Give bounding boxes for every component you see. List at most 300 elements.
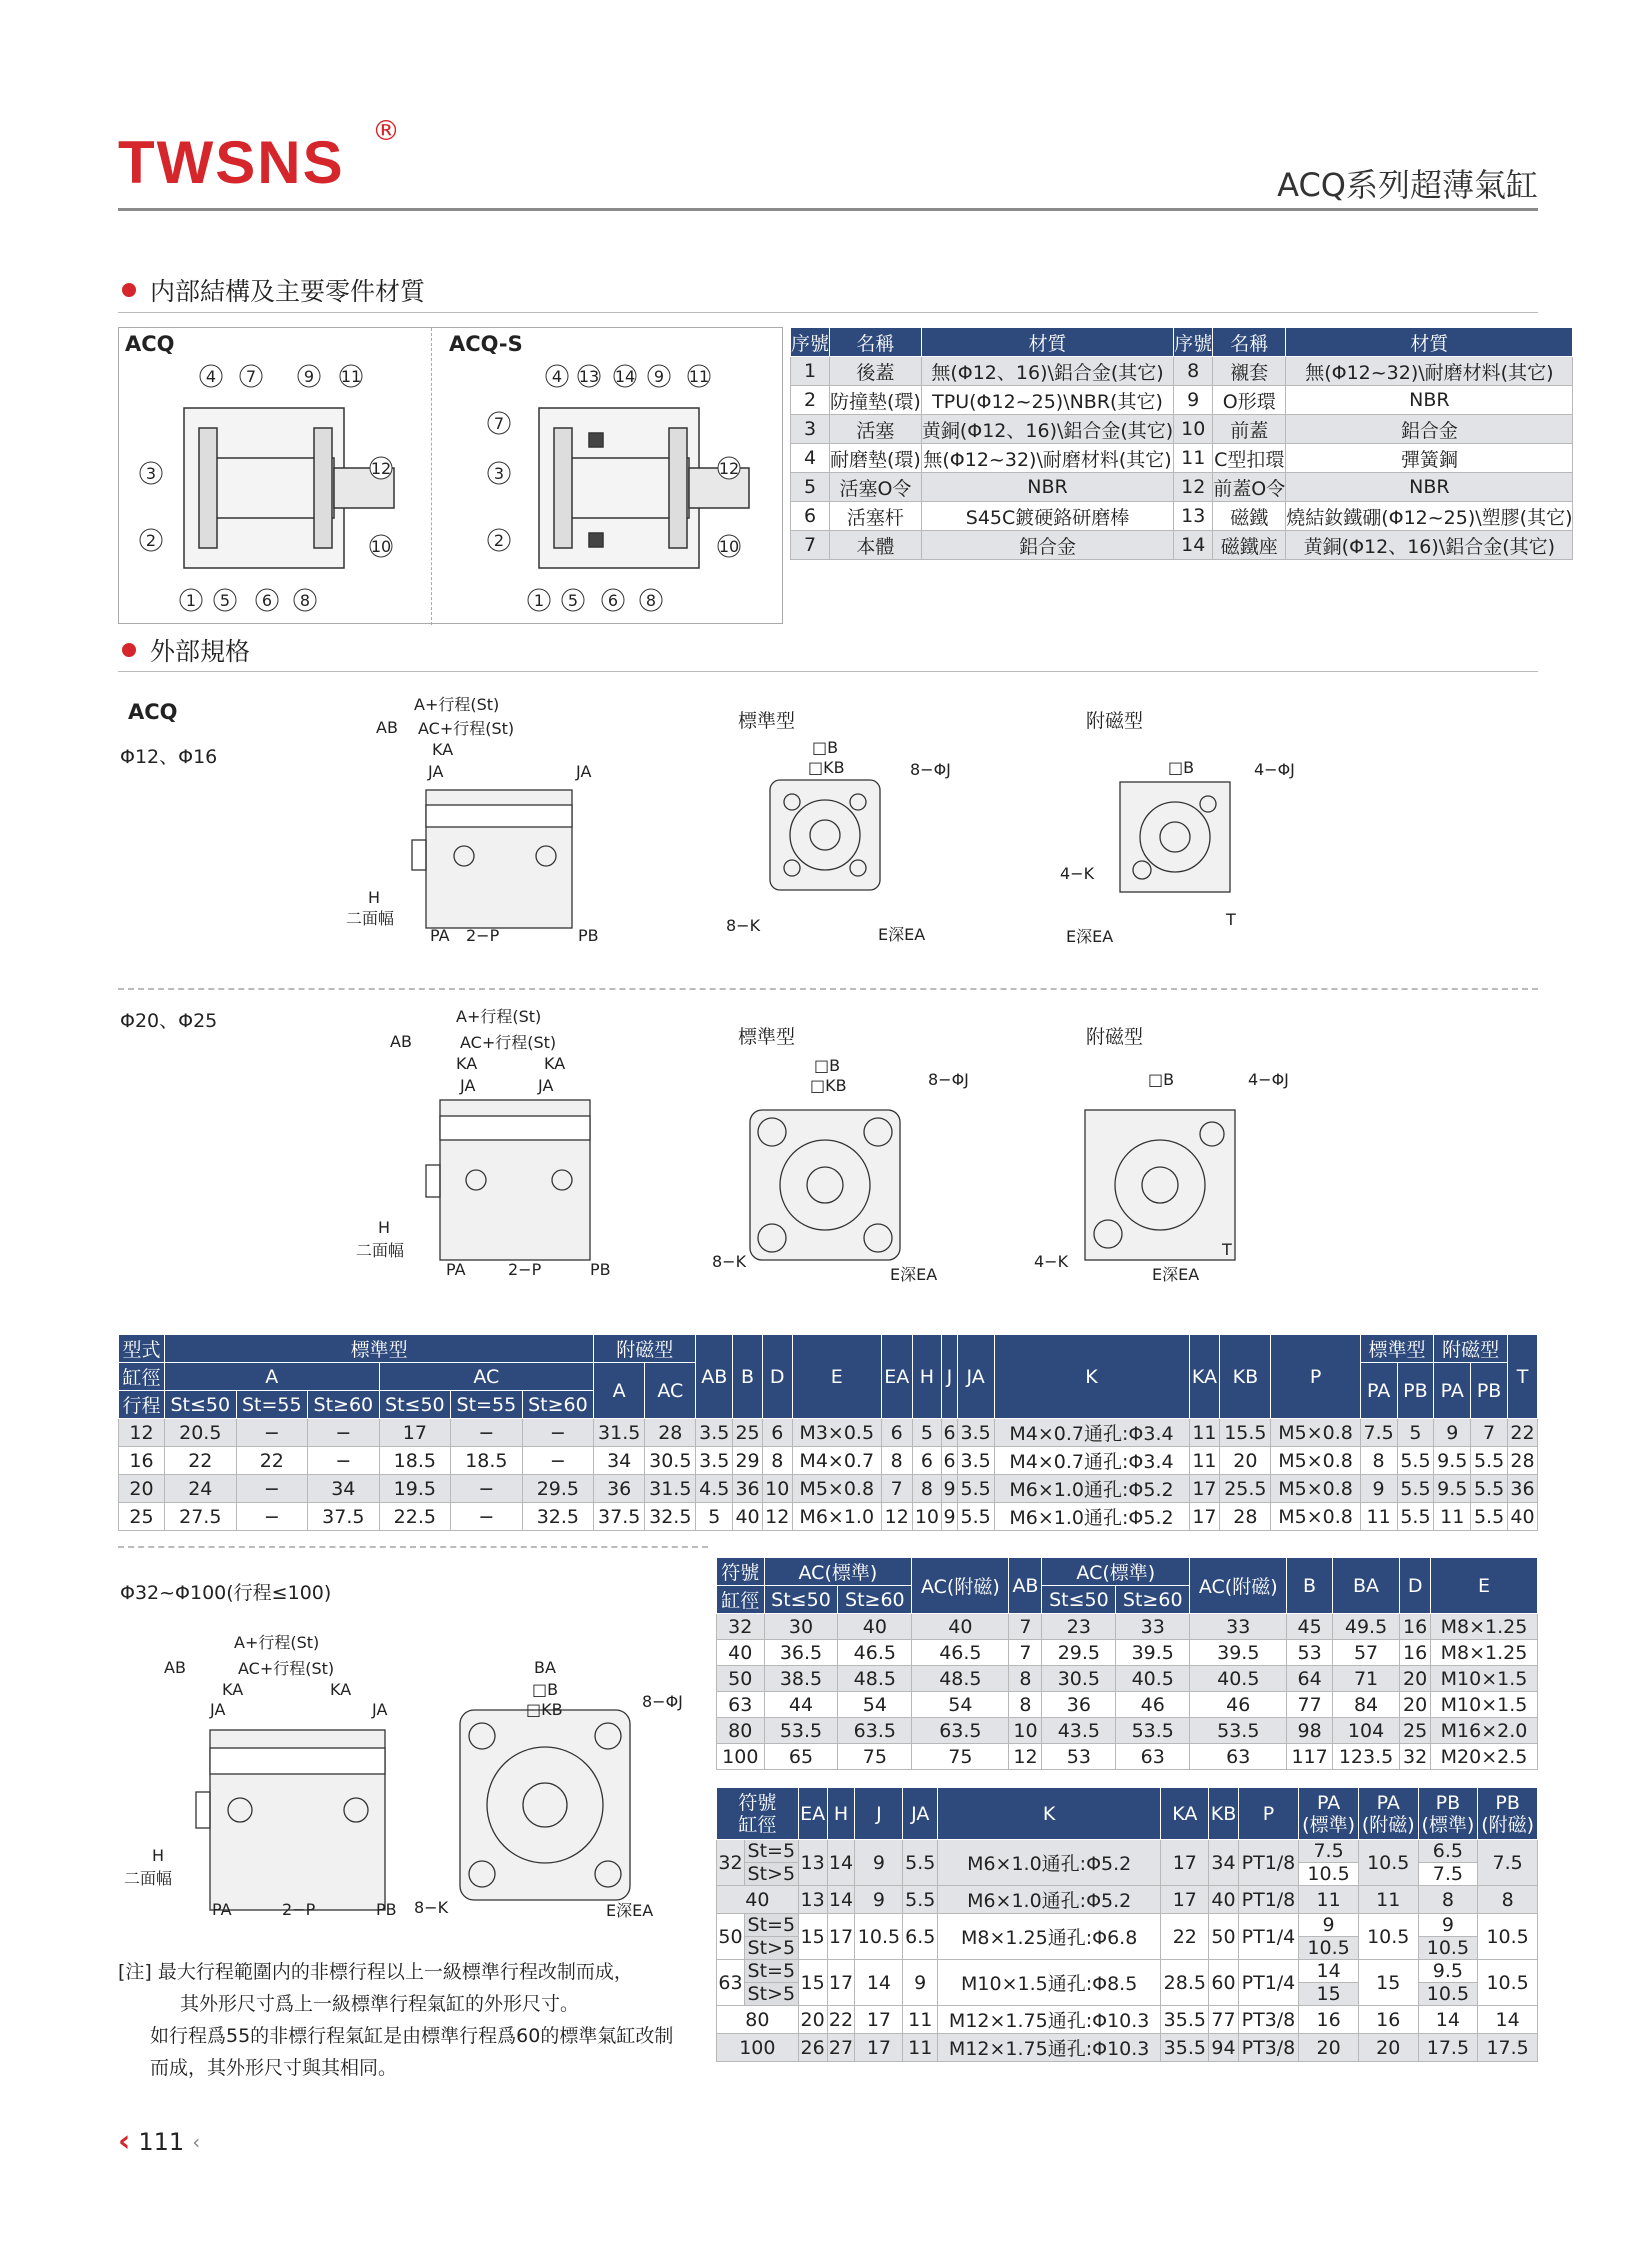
- table-cell: 53.5: [1190, 1718, 1287, 1744]
- col-header: D: [762, 1335, 792, 1419]
- col-header: PB (附磁): [1478, 1788, 1538, 1840]
- svg-text:2: 2: [493, 531, 505, 550]
- col-header: St≤50: [165, 1391, 237, 1419]
- svg-text:8: 8: [645, 591, 657, 610]
- table-cell: 鋁合金: [921, 531, 1173, 560]
- table-cell: 3.5: [957, 1447, 994, 1475]
- svg-text:11: 11: [340, 367, 362, 386]
- table-cell: 19.5: [379, 1475, 451, 1503]
- note-line: 而成，其外形尺寸與其相同。: [150, 2057, 398, 2079]
- table-cell: PT1/4: [1238, 1960, 1299, 2006]
- table-cell: PT1/8: [1238, 1840, 1299, 1886]
- table-cell: 11: [1174, 444, 1213, 473]
- section-external-specs: [122, 632, 250, 668]
- dim-pb: PB: [590, 1260, 611, 1279]
- dim-pa: PA: [446, 1260, 466, 1279]
- table-cell: PT1/4: [1238, 1914, 1299, 1960]
- table-cell: 13: [798, 1886, 827, 1914]
- dimension-table-small-bores: [118, 1334, 1538, 1531]
- table-cell: 54: [838, 1692, 912, 1718]
- table-cell: 16: [119, 1447, 165, 1475]
- table-cell: 37.5: [594, 1503, 645, 1531]
- table-cell: 63.5: [912, 1718, 1009, 1744]
- table-cell: 22.5: [379, 1503, 451, 1531]
- table-row: [717, 1692, 1538, 1718]
- table-cell: 31.5: [594, 1419, 645, 1447]
- table-cell: 3.5: [957, 1419, 994, 1447]
- dim-4k: 4−K: [1034, 1252, 1069, 1271]
- table-cell: 9: [1299, 1914, 1359, 1937]
- table-row: [717, 1718, 1538, 1744]
- col-header: PB (標準): [1418, 1788, 1478, 1840]
- svg-text:11: 11: [688, 367, 710, 386]
- table-cell: 11: [903, 2034, 938, 2062]
- table-cell: 9: [1434, 1419, 1471, 1447]
- table-cell: 5.5: [1397, 1447, 1434, 1475]
- col-header: J: [942, 1335, 957, 1419]
- col-header: St≥60: [1116, 1586, 1190, 1614]
- table-cell: 14: [827, 1840, 855, 1886]
- table-cell: 15: [1299, 1983, 1359, 2006]
- col-header: 材質: [1286, 328, 1573, 357]
- table-cell: 11: [1299, 1886, 1359, 1914]
- table-cell: 46: [1116, 1692, 1190, 1718]
- registered-mark: ®: [372, 114, 400, 147]
- table-row: [791, 357, 1573, 386]
- table-cell: 30.5: [645, 1447, 696, 1475]
- col-header: AC: [645, 1363, 696, 1419]
- table-cell: 40.5: [1116, 1666, 1190, 1692]
- table-cell: 3.5: [696, 1447, 733, 1475]
- table-cell: 12: [119, 1419, 165, 1447]
- table-cell: M10×1.5: [1430, 1692, 1537, 1718]
- table-cell: 22: [1508, 1419, 1538, 1447]
- table-cell: 9: [942, 1475, 957, 1503]
- table-cell: 14: [1299, 1960, 1359, 1983]
- table-cell: 9: [1418, 1914, 1478, 1937]
- table-cell: 46.5: [912, 1640, 1009, 1666]
- table-cell: −: [522, 1447, 594, 1475]
- dim-ea: E深EA: [878, 925, 926, 944]
- dim-8k: 8−K: [726, 916, 761, 935]
- table-row: [717, 1914, 1538, 1937]
- acq-label: ACQ: [125, 332, 175, 356]
- col-header: 型式: [119, 1335, 165, 1363]
- table-cell: 36: [733, 1475, 763, 1503]
- table-cell: 9: [855, 1886, 903, 1914]
- table-cell: 40: [1209, 1886, 1238, 1914]
- table-row: [717, 1666, 1538, 1692]
- dim-8j: 8−ΦJ: [642, 1692, 683, 1711]
- table-cell: 46.5: [838, 1640, 912, 1666]
- dimension-table-large-bores-1: [716, 1557, 1538, 1770]
- table-cell: 11: [1189, 1447, 1220, 1475]
- dim-a-stroke: A+行程(St): [456, 1007, 542, 1026]
- chevron-left-icon: ‹: [118, 2124, 131, 2159]
- table-cell: 25.5: [1220, 1475, 1271, 1503]
- section-rule: [118, 671, 1538, 672]
- table-cell: 29: [733, 1447, 763, 1475]
- dim-two-face: 二面幅: [346, 909, 395, 928]
- dim-ka: KA: [544, 1054, 566, 1073]
- table-cell: S45C鍍硬鉻研磨棒: [921, 502, 1173, 531]
- table-row: [791, 502, 1573, 531]
- table-cell: 75: [912, 1744, 1009, 1770]
- table-cell: 63.5: [838, 1718, 912, 1744]
- table-cell: 14: [1418, 2006, 1478, 2034]
- table-cell: 17.5: [1418, 2034, 1478, 2062]
- table-cell: M20×2.5: [1430, 1744, 1537, 1770]
- table-cell: 5.5: [1471, 1447, 1508, 1475]
- dim-ab: AB: [376, 718, 398, 737]
- table-cell: 60: [1209, 1960, 1238, 2006]
- table-cell: 12: [1174, 473, 1213, 502]
- table-cell: 16: [1358, 2006, 1418, 2034]
- table-cell: −: [451, 1503, 523, 1531]
- svg-text:13: 13: [578, 367, 600, 386]
- table-row: [717, 1886, 1538, 1914]
- table-cell: 10: [1174, 415, 1213, 444]
- table-cell: 32: [717, 1614, 765, 1640]
- table-cell: 36: [1508, 1475, 1538, 1503]
- table-cell: 8: [1418, 1886, 1478, 1914]
- table-cell: M8×1.25: [1430, 1614, 1537, 1640]
- table-cell: 22: [236, 1447, 308, 1475]
- table-cell: 9.5: [1434, 1447, 1471, 1475]
- table-cell: 53.5: [1116, 1718, 1190, 1744]
- dim-two-face: 二面幅: [124, 1869, 173, 1888]
- col-header: St≥60: [308, 1391, 380, 1419]
- table-cell: 20: [1400, 1666, 1431, 1692]
- table-cell: 10.5: [1418, 1937, 1478, 1960]
- brand-logo: TWSNS: [118, 129, 345, 196]
- col-header: St≥60: [838, 1586, 912, 1614]
- table-cell: 17: [827, 1914, 855, 1960]
- dim-8j: 8−ΦJ: [928, 1070, 969, 1089]
- col-header: J: [855, 1788, 903, 1840]
- table-cell: St=5: [744, 1960, 798, 1983]
- table-cell: 5.5: [1471, 1503, 1508, 1531]
- dim-b: □B: [1168, 758, 1195, 777]
- note-line: 其外形尺寸爲上一級標準行程氣缸的外形尺寸。: [180, 1993, 580, 2015]
- table-cell: 11: [1358, 1886, 1418, 1914]
- table-cell: 前蓋O令: [1213, 473, 1286, 502]
- table-cell: 71: [1332, 1666, 1400, 1692]
- col-header: 標準型: [1360, 1335, 1434, 1363]
- dim-a-stroke: A+行程(St): [234, 1633, 320, 1652]
- table-cell: 36: [594, 1475, 645, 1503]
- table-cell: 10.5: [1418, 1983, 1478, 2006]
- table-cell: 磁鐵座: [1213, 531, 1286, 560]
- table-cell: 10: [912, 1503, 942, 1531]
- table-cell: M6×1.0通孔:Φ5.2: [994, 1503, 1189, 1531]
- table-cell: 104: [1332, 1718, 1400, 1744]
- col-header: B: [1287, 1558, 1332, 1614]
- table-cell: M12×1.75通孔:Φ10.3: [938, 2034, 1161, 2062]
- dim-b: □B: [812, 738, 839, 757]
- col-header: AB: [696, 1335, 733, 1419]
- dim-b: □B: [814, 1056, 841, 1075]
- acq-label: ACQ: [128, 700, 178, 724]
- svg-text:1: 1: [185, 591, 197, 610]
- series-title: ACQ系列超薄氣缸: [1277, 166, 1538, 204]
- table-cell: 活塞杆: [830, 502, 922, 531]
- col-header: P: [1238, 1788, 1299, 1840]
- table-cell: 7: [1009, 1640, 1042, 1666]
- table-cell: 29.5: [522, 1475, 594, 1503]
- col-header: AC: [379, 1363, 594, 1391]
- dim-8j: 8−ΦJ: [910, 760, 951, 779]
- col-header: BA: [1332, 1558, 1400, 1614]
- table-cell: 13: [1174, 502, 1213, 531]
- table-cell: NBR: [1286, 386, 1573, 415]
- dim-a-stroke: A+行程(St): [414, 695, 500, 714]
- table-cell: 6: [791, 502, 830, 531]
- table-cell: 53: [1042, 1744, 1116, 1770]
- dim-ab: AB: [164, 1658, 186, 1677]
- acq-s-label: ACQ-S: [449, 332, 523, 356]
- dim-ja: JA: [372, 1700, 388, 1719]
- table-cell: 彈簧鋼: [1286, 444, 1573, 473]
- table-cell: 9.5: [1434, 1475, 1471, 1503]
- table-cell: 9: [1360, 1475, 1397, 1503]
- table-cell: 10.5: [855, 1914, 903, 1960]
- dimension-table-large-bores-2: [716, 1787, 1538, 2062]
- col-header: PA: [1360, 1363, 1397, 1419]
- table-row: [119, 1447, 1538, 1475]
- table-cell: 9: [942, 1503, 957, 1531]
- table-cell: 25: [1400, 1718, 1431, 1744]
- dim-t: T: [1222, 1240, 1232, 1259]
- table-cell: −: [236, 1503, 308, 1531]
- table-cell: 17: [855, 2034, 903, 2062]
- table-cell: 燒結釹鐵硼(Φ12~25)\塑膠(其它): [1286, 502, 1573, 531]
- table-cell: 63: [717, 1960, 745, 2006]
- table-cell: M8×1.25: [1430, 1640, 1537, 1666]
- table-cell: St>5: [744, 1983, 798, 2006]
- svg-text:7: 7: [493, 414, 505, 433]
- table-cell: 7.5: [1478, 1840, 1538, 1886]
- table-cell: 9: [903, 1960, 938, 2006]
- table-cell: 27: [827, 2034, 855, 2062]
- table-cell: M5×0.8: [1271, 1447, 1360, 1475]
- col-header: AC(標準): [764, 1558, 912, 1586]
- dim-h: H: [368, 888, 381, 907]
- section-internal-structure: [122, 272, 425, 308]
- col-header: H: [827, 1788, 855, 1840]
- dim-8k: 8−K: [712, 1252, 747, 1271]
- table-cell: 6.5: [903, 1914, 938, 1960]
- table-cell: −: [451, 1419, 523, 1447]
- table-cell: −: [236, 1419, 308, 1447]
- table-cell: 44: [764, 1692, 838, 1718]
- table-cell: −: [451, 1475, 523, 1503]
- dim-two-face: 二面幅: [356, 1241, 405, 1260]
- svg-text:8: 8: [299, 591, 311, 610]
- table-cell: PT1/8: [1238, 1886, 1299, 1914]
- table-cell: 35.5: [1161, 2006, 1209, 2034]
- std-type-label: 標準型: [738, 710, 796, 732]
- table-cell: 10.5: [1299, 1937, 1359, 1960]
- table-cell: M6×1.0通孔:Φ5.2: [938, 1886, 1161, 1914]
- table-cell: M10×1.5通孔:Φ8.5: [938, 1960, 1161, 2006]
- table-cell: 40: [1508, 1503, 1538, 1531]
- table-cell: 22: [827, 2006, 855, 2034]
- dim-ja: JA: [538, 1076, 554, 1095]
- table-cell: 22: [1161, 1914, 1209, 1960]
- table-cell: 77: [1209, 2006, 1238, 2034]
- col-header: 標準型: [165, 1335, 594, 1363]
- table-cell: 27.5: [165, 1503, 237, 1531]
- table-cell: 6: [881, 1419, 912, 1447]
- table-cell: 38.5: [764, 1666, 838, 1692]
- col-header: 缸徑: [717, 1586, 765, 1614]
- table-cell: 10.5: [1478, 1960, 1538, 2006]
- dim-kb: □KB: [808, 758, 845, 777]
- table-cell: 15: [798, 1914, 827, 1960]
- col-header: 附磁型: [594, 1335, 696, 1363]
- dim-b: □B: [532, 1680, 559, 1699]
- dim-pa: PA: [212, 1900, 232, 1919]
- col-header: 名稱: [830, 328, 922, 357]
- table-cell: 無(Φ12~32)\耐磨材料(其它): [1286, 357, 1573, 386]
- table-cell: 8: [762, 1447, 792, 1475]
- table-cell: 84: [1332, 1692, 1400, 1718]
- col-header: P: [1271, 1335, 1360, 1419]
- table-cell: 75: [838, 1744, 912, 1770]
- table-cell: 9: [855, 1840, 903, 1886]
- table-cell: M4×0.7: [792, 1447, 881, 1475]
- svg-text:12: 12: [370, 459, 392, 478]
- section-title: 内部結構及主要零件材質: [150, 277, 426, 306]
- dim-ac-stroke: AC+行程(St): [418, 719, 515, 738]
- bullet-icon: [122, 643, 136, 657]
- table-cell: 黄銅(Φ12、16)\鋁合金(其它): [1286, 531, 1573, 560]
- col-header: 行程: [119, 1391, 165, 1419]
- table-cell: M4×0.7通孔:Φ3.4: [994, 1447, 1189, 1475]
- col-header: 附磁型: [1434, 1335, 1508, 1363]
- header-rule: [118, 208, 1538, 211]
- table-cell: M5×0.8: [792, 1475, 881, 1503]
- table-cell: 33: [1116, 1614, 1190, 1640]
- table-cell: 5: [1397, 1419, 1434, 1447]
- table-cell: NBR: [1286, 473, 1573, 502]
- table-cell: 6: [942, 1419, 957, 1447]
- table-cell: 43.5: [1042, 1718, 1116, 1744]
- table-cell: 磁鐵: [1213, 502, 1286, 531]
- table-cell: 12: [881, 1503, 912, 1531]
- table-cell: 20: [798, 2006, 827, 2034]
- dim-kb: □KB: [526, 1700, 563, 1719]
- table-cell: 53: [1287, 1640, 1332, 1666]
- table-cell: 7.5: [1360, 1419, 1397, 1447]
- col-header: KA: [1189, 1335, 1220, 1419]
- table-cell: 2: [791, 386, 830, 415]
- table-cell: 48.5: [838, 1666, 912, 1692]
- dim-b: □B: [1148, 1070, 1175, 1089]
- table-cell: 54: [912, 1692, 1009, 1718]
- table-cell: 20: [1400, 1692, 1431, 1718]
- table-cell: 活塞O令: [830, 473, 922, 502]
- table-cell: 8: [912, 1475, 942, 1503]
- dim-ka: KA: [330, 1680, 352, 1699]
- col-header: 符號: [738, 1791, 777, 1814]
- table-cell: 23: [1042, 1614, 1116, 1640]
- table-cell: 耐磨墊(環): [830, 444, 922, 473]
- table-row: [717, 1960, 1538, 1983]
- table-cell: 34: [308, 1475, 380, 1503]
- col-header: H: [912, 1335, 942, 1419]
- col-header: AB: [1009, 1558, 1042, 1614]
- svg-text:6: 6: [607, 591, 619, 610]
- col-header: K: [994, 1335, 1189, 1419]
- svg-text:4: 4: [205, 367, 217, 386]
- dim-ja: JA: [460, 1076, 476, 1095]
- col-header: A: [594, 1363, 645, 1419]
- table-cell: 17: [1161, 1840, 1209, 1886]
- col-header: JA: [903, 1788, 938, 1840]
- col-header: St≤50: [379, 1391, 451, 1419]
- col-header: AC(標準): [1042, 1558, 1190, 1586]
- table-cell: 39.5: [1190, 1640, 1287, 1666]
- table-cell: 11: [1434, 1503, 1471, 1531]
- table-cell: −: [308, 1419, 380, 1447]
- table-cell: 7: [881, 1475, 912, 1503]
- table-cell: 襯套: [1213, 357, 1286, 386]
- dim-pb: PB: [578, 926, 599, 945]
- table-cell: 10: [1009, 1718, 1042, 1744]
- dim-ka: KA: [432, 740, 454, 759]
- col-header: St≥60: [522, 1391, 594, 1419]
- table-cell: 5.5: [957, 1475, 994, 1503]
- table-cell: 8: [1174, 357, 1213, 386]
- divider: [118, 1546, 708, 1548]
- table-cell: 無(Φ12、16)\鋁合金(其它): [921, 357, 1173, 386]
- table-cell: 25: [733, 1419, 763, 1447]
- table-cell: M3×0.5: [792, 1419, 881, 1447]
- dim-ba: BA: [534, 1658, 556, 1677]
- table-row: [791, 531, 1573, 560]
- table-cell: 5.5: [903, 1840, 938, 1886]
- table-row: [791, 415, 1573, 444]
- dim-pa: PA: [430, 926, 450, 945]
- dim-4j: 4−ΦJ: [1248, 1070, 1289, 1089]
- table-cell: 45: [1287, 1614, 1332, 1640]
- table-cell: 12: [762, 1503, 792, 1531]
- svg-text:1: 1: [533, 591, 545, 610]
- col-header: St=55: [451, 1391, 523, 1419]
- col-header: PA (標準): [1299, 1788, 1359, 1840]
- table-cell: 6.5: [1418, 1840, 1478, 1863]
- svg-text:6: 6: [261, 591, 273, 610]
- table-cell: 20: [1220, 1447, 1271, 1475]
- table-cell: 29.5: [1042, 1640, 1116, 1666]
- dim-4j: 4−ΦJ: [1254, 760, 1295, 779]
- dim-ja: JA: [576, 762, 592, 781]
- col-header: St≤50: [764, 1586, 838, 1614]
- table-cell: 20: [1299, 2034, 1359, 2062]
- table-cell: 34: [1209, 1840, 1238, 1886]
- dim-2p: 2−P: [508, 1260, 542, 1279]
- table-cell: 16: [1299, 2006, 1359, 2034]
- table-cell: 10.5: [1478, 1914, 1538, 1960]
- col-header: T: [1508, 1335, 1538, 1419]
- table-cell: 94: [1209, 2034, 1238, 2062]
- size-range-label: Φ20、Φ25: [120, 1010, 218, 1032]
- table-cell: 17: [1189, 1503, 1220, 1531]
- table-cell: 鋁合金: [1286, 415, 1573, 444]
- dim-ea: E深EA: [890, 1265, 938, 1284]
